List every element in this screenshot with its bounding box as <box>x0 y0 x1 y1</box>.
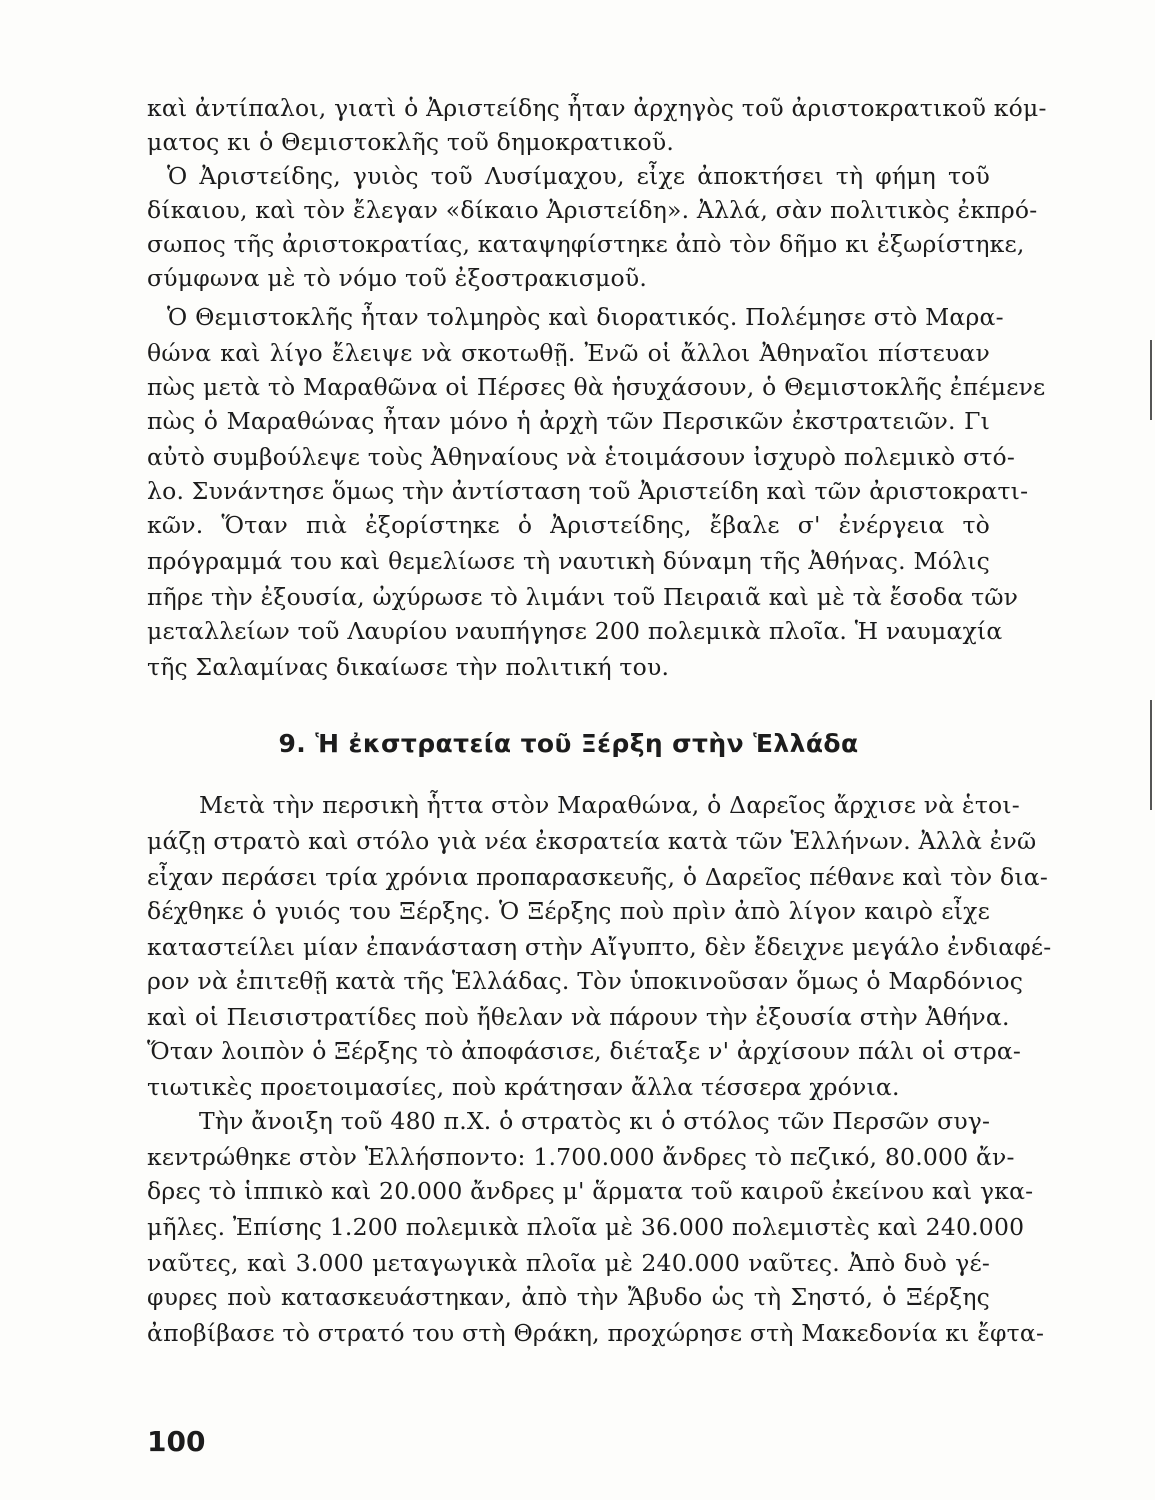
text-line: ρον νὰ ἐπιτεθῇ κατὰ τῆς Ἑλλάδας. Τὸν ὑποκινοῦσαν ὅμως ὁ Μαρδόνιος <box>147 967 1024 995</box>
section-heading: 9. Ἡ ἐκστρατεία τοῦ Ξέρξη στὴν Ἑλλάδα <box>278 729 859 758</box>
text-line: εἶχαν περάσει τρία χρόνια προπαρασκευῆς, ὁ Δαρεῖος πέθανε καὶ τὸν δια- <box>147 863 1048 891</box>
text-line: κεντρώθηκε στὸν Ἑλλήσποντο: 1.700.000 ἄνδρες τὸ πεζικό, 80.000 ἄν- <box>147 1143 1015 1171</box>
text-line: σωπος τῆς ἀριστοκρατίας, καταψηφίστηκε ἀπὸ τὸν δῆμο κι ἐξωρίστηκε, <box>147 230 1025 258</box>
text-line: μάζῃ στρατὸ καὶ στόλο γιὰ νέα ἐκσρατεία κατὰ τῶν Ἑλλήνων. Ἀλλὰ ἐνῶ <box>147 827 1037 855</box>
text-line: δίκαιου, καὶ τὸν ἔλεγαν «δίκαιο Ἀριστείδη». Ἀλλά, σὰν πολιτικὸς ἐκπρό- <box>147 196 1038 224</box>
text-line: κῶν. Ὅταν πιὰ ἐξορίστηκε ὁ Ἀριστείδης, ἔβαλε σ' ἐνέργεια τὸ <box>147 511 990 539</box>
text-line: καὶ οἱ Πεισιστρατίδες ποὺ ἤθελαν νὰ πάρουν τὴν ἐξουσία στὴν Ἀθήνα. <box>147 1003 1010 1031</box>
text-line: θώνα καὶ λίγο ἔλειψε νὰ σκοτωθῇ. Ἐνῶ οἱ ἄλλοι Ἀθηναῖοι πίστευαν <box>147 339 990 367</box>
text-line: Ὅταν λοιπὸν ὁ Ξέρξης τὸ ἀποφάσισε, διέταξε ν' ἀρχίσουν πάλι οἱ στρα- <box>147 1037 1022 1065</box>
text-line: μῆλες. Ἐπίσης 1.200 πολεμικὰ πλοῖα μὲ 36.000 πολεμιστὲς καὶ 240.000 <box>147 1213 1025 1241</box>
scan-edge-mark <box>1150 700 1152 810</box>
text-line: Τὴν ἄνοιξη τοῦ 480 π.Χ. ὁ στρατὸς κι ὁ στόλος τῶν Περσῶν συγ- <box>199 1107 991 1135</box>
text-line: φυρες ποὺ κατασκευάστηκαν, ἀπὸ τὴν Ἄβυδο ὡς τὴ Σηστό, ὁ Ξέρξης <box>147 1283 990 1311</box>
text-line: δέχθηκε ὁ γυιός του Ξέρξης. Ὁ Ξέρξης ποὺ πρὶν ἀπὸ λίγον καιρὸ εἶχε <box>147 897 990 925</box>
text-line: Ὁ Ἀριστείδης, γυιὸς τοῦ Λυσίμαχου, εἶχε ἀποκτήσει τὴ φήμη τοῦ <box>167 162 990 190</box>
text-line: σύμφωνα μὲ τὸ νόμο τοῦ ἐξοστρακισμοῦ. <box>147 264 647 292</box>
text-line: ναῦτες, καὶ 3.000 μεταγωγικὰ πλοῖα μὲ 240.000 ναῦτες. Ἀπὸ δυὸ γέ- <box>147 1249 990 1277</box>
text-line: πῆρε τὴν ἐξουσία, ὠχύρωσε τὸ λιμάνι τοῦ Πειραιᾶ καὶ μὲ τὰ ἔσοδα τῶν <box>147 583 1019 611</box>
scan-edge-mark <box>1150 340 1152 420</box>
text-line: πὼς μετὰ τὸ Μαραθῶνα οἱ Πέρσες θὰ ἡσυχάσουν, ὁ Θεμιστοκλῆς ἐπέμενε <box>147 373 1046 401</box>
page-number: 100 <box>147 1425 206 1458</box>
text-line: πρόγραμμά του καὶ θεμελίωσε τὴ ναυτικὴ δύναμη τῆς Ἀθήνας. Μόλις <box>147 547 990 575</box>
text-line: καταστείλει μίαν ἐπανάσταση στὴν Αἴγυπτο, δὲν ἔδειχνε μεγάλο ἐνδιαφέ- <box>147 933 1052 961</box>
text-line: τιωτικὲς προετοιμασίες, ποὺ κράτησαν ἄλλα τέσσερα χρόνια. <box>147 1073 900 1101</box>
text-line: αὐτὸ συμβούλεψε τοὺς Ἀθηναίους νὰ ἑτοιμάσουν ἰσχυρὸ πολεμικὸ στό- <box>147 443 1016 471</box>
text-line: δρες τὸ ἱππικὸ καὶ 20.000 ἄνδρες μ' ἅρματα τοῦ καιροῦ ἐκείνου καὶ γκα- <box>147 1177 1034 1205</box>
text-line: καὶ ἀντίπαλοι, γιατὶ ὁ Ἀριστείδης ἦταν ἀρχηγὸς τοῦ ἀριστοκρατικοῦ κόμ- <box>147 94 1047 122</box>
text-line: Ὁ Θεμιστοκλῆς ἦταν τολμηρὸς καὶ διορατικός. Πολέμησε στὸ Μαρα- <box>167 303 1004 331</box>
text-line: τῆς Σαλαμίνας δικαίωσε τὴν πολιτική του. <box>147 653 670 681</box>
text-line: Μετὰ τὴν περσικὴ ἧττα στὸν Μαραθώνα, ὁ Δαρεῖος ἄρχισε νὰ ἑτοι- <box>199 791 1020 819</box>
text-line: πὼς ὁ Μαραθώνας ἦταν μόνο ἡ ἀρχὴ τῶν Περσικῶν ἐκστρατειῶν. Γι <box>147 407 990 435</box>
text-line: μεταλλείων τοῦ Λαυρίου ναυπήγησε 200 πολεμικὰ πλοῖα. Ἡ ναυμαχία <box>147 617 1003 645</box>
text-line: ἀποβίβασε τὸ στρατό του στὴ Θράκη, προχώρησε στὴ Μακεδονία κι ἔφτα- <box>147 1319 1045 1347</box>
text-line: ματος κι ὁ Θεμιστοκλῆς τοῦ δημοκρατικοῦ. <box>147 128 675 156</box>
text-line: λο. Συνάντησε ὅμως τὴν ἀντίσταση τοῦ Ἀριστείδη καὶ τῶν ἀριστοκρατι- <box>147 477 1029 505</box>
